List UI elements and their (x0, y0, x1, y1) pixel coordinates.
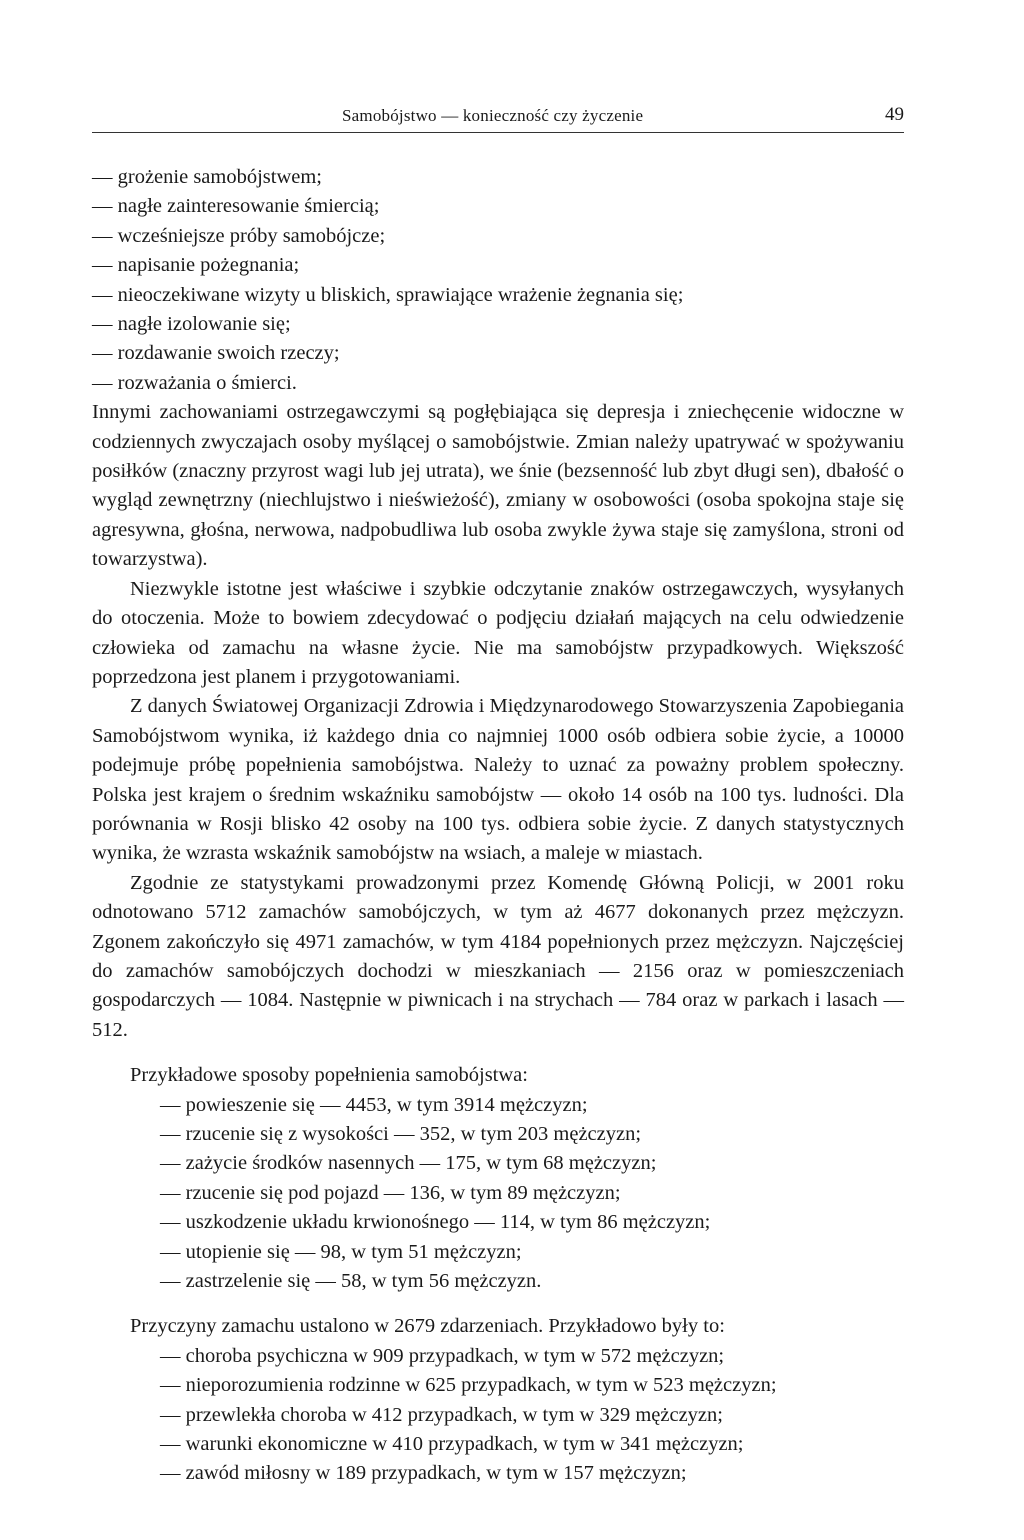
page-body (92, 163, 904, 1489)
warning-signs-list (92, 163, 904, 398)
list-item: — nagłe izolowanie się; (92, 310, 904, 339)
list-item: — wcześniejsze próby samobójcze; (92, 222, 904, 251)
list-item: — rzucenie się z wysokości — 352, w tym 203 mężczyzn; (92, 1120, 904, 1149)
methods-lead: Przykładowe sposoby popełnienia samobójstwa: (130, 1064, 528, 1087)
page-number: 49 (885, 104, 904, 125)
paragraph-police-stats: Zgodnie ze statystykami prowadzonymi przez Komendę Główną Policji, w 2001 roku odnotowano 5712 zamachów samobójczych, w tym aż 4677 dokonanych przez mężczyzn. Zgonem zakończyło się 4971 zamachów, w tym 4184 popełnionych przez mężczyzn. Najczęściej do zamachów samobójczych dochodzi w mieszkaniach — 2156 oraz w pomieszczeniach gospodarczych — 1084. Następnie w piwnicach i na strychach — 784 oraz w parkach i lasach — 512. (92, 871, 904, 1041)
list-item: — utopienie się — 98, w tym 51 mężczyzn; (92, 1238, 904, 1267)
paragraph-who-data: Z danych Światowej Organizacji Zdrowia i Międzynarodowego Stowarzyszenia Zapobiegania Samobójstwom wynika, iż każdego dnia co najmniej 1000 osób odbiera sobie życie, a 10000 podejmuje próbę popełnienia samobójstwa. Należy to uznać za poważny problem społeczny. Polska jest krajem o średnim wskaźniku samobójstw — około 14 osób na 100 tys. ludności. Dla porównania w Rosji blisko 42 osoby na 100 tys. odbiera sobie życie. Z danych statystycznych wynika, że wzrasta wskaźnik samobójstw na wsiach, a maleje w miastach. (92, 695, 904, 865)
list-item: — zażycie środków nasennych — 175, w tym 68 mężczyzn; (92, 1149, 904, 1178)
running-title: Samobójstwo — konieczność czy życzenie (342, 106, 644, 125)
page-header (92, 100, 904, 133)
list-item: — nieoczekiwane wizyty u bliskich, sprawiające wrażenie żegnania się; (92, 281, 904, 310)
paragraph-reading-signs: Niezwykle istotne jest właściwe i szybkie odczytanie znaków ostrzegawczych, wysyłanych do otoczenia. Może to bowiem zdecydować o podjęciu działań mających na celu odwiedzenie człowieka od zamachu na własne życie. Nie ma samobójstw przypadkowych. Większość poprzedzona jest planem i przygotowaniami. (92, 577, 904, 688)
list-item: — napisanie pożegnania; (92, 251, 904, 280)
methods-list (92, 1091, 904, 1297)
paragraph-warning-behaviors: Innymi zachowaniami ostrzegawczymi są pogłębiająca się depresja i zniechęcenie widoczne w codziennych zwyczajach osoby myślącej o samobójstwie. Zmian należy upatrywać w spożywaniu posiłków (znaczny przyrost wagi lub jej utrata), we śnie (bezsenność lub zbyt długi sen), dbałość o wygląd zewnętrzny (niechlujstwo i nieświeżość), zmiany w osobowości (osoba spokojna staje się agresywna, głośna, nerwowa, nadpobudliwa lub osoba zwykle żywa staje się zamyślona, stroni od towarzystwa). (92, 401, 904, 571)
list-item: — nieporozumienia rodzinne w 625 przypadkach, w tym w 523 mężczyzn; (92, 1371, 904, 1400)
causes-list (92, 1342, 904, 1489)
list-item: — przewlekła choroba w 412 przypadkach, w tym w 329 mężczyzn; (92, 1401, 904, 1430)
list-item: — zastrzelenie się — 58, w tym 56 mężczyzn. (92, 1267, 904, 1296)
list-item: — powieszenie się — 4453, w tym 3914 mężczyzn; (92, 1091, 904, 1120)
list-item: — rozdawanie swoich rzeczy; (92, 339, 904, 368)
list-item: — grożenie samobójstwem; (92, 163, 904, 192)
list-item: — zawód miłosny w 189 przypadkach, w tym w 157 mężczyzn; (92, 1459, 904, 1488)
list-item: — warunki ekonomiczne w 410 przypadkach, w tym w 341 mężczyzn; (92, 1430, 904, 1459)
list-item: — nagłe zainteresowanie śmiercią; (92, 192, 904, 221)
causes-lead: Przyczyny zamachu ustalono w 2679 zdarzeniach. Przykładowo były to: (130, 1315, 725, 1338)
list-item: — uszkodzenie układu krwionośnego — 114, w tym 86 mężczyzn; (92, 1208, 904, 1237)
list-item: — rzucenie się pod pojazd — 136, w tym 89 mężczyzn; (92, 1179, 904, 1208)
list-item: — rozważania o śmierci. (92, 369, 904, 398)
list-item: — choroba psychiczna w 909 przypadkach, w tym w 572 mężczyzn; (92, 1342, 904, 1371)
